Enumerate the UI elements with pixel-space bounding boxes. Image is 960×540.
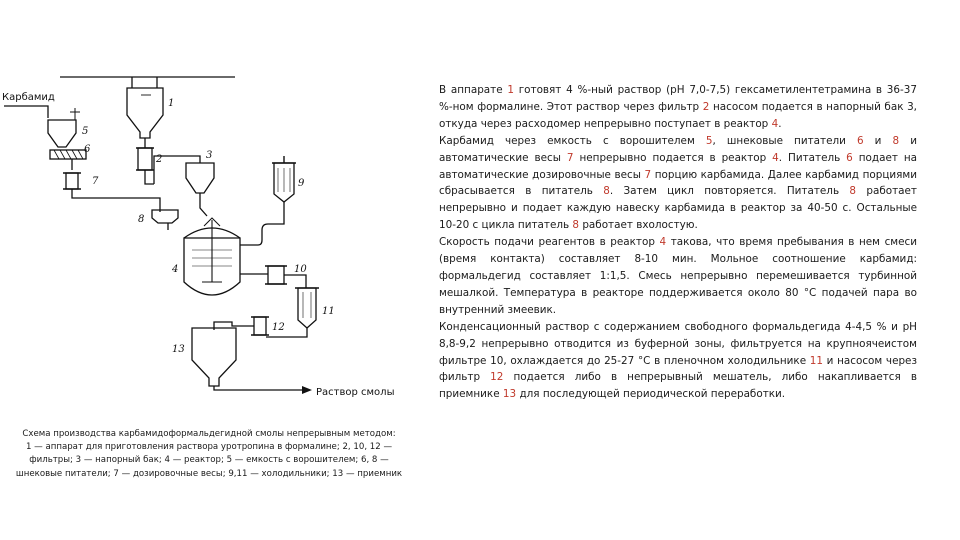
text-run: Конденсационный раствор с содержанием свободного формальдегида 4-4,5 % и рН 8,8-9,2 непрерывно отводится из буферной зоны, фильтруется на крупноячеистом фильтре 10, охлаждается до 25-27 °С в пленочном холодильнике [439, 320, 917, 367]
text-run: порцию карбамида. Далее карбамид порциями сбрасывается в питатель [439, 168, 917, 198]
reference-number: 2 [702, 100, 710, 113]
reactor-agitator [202, 220, 222, 282]
line-reactor-to-9 [240, 202, 284, 245]
paragraph [439, 234, 917, 319]
text-run: для последующей периодической переработки. [516, 388, 786, 401]
text-run: работает вхолостую. [579, 219, 698, 232]
filter-12 [254, 317, 266, 335]
paragraph [439, 82, 917, 133]
pressure-tank-3 [186, 163, 214, 193]
unit-number-5: 5 [82, 126, 89, 137]
text-run: . Питатель [778, 151, 847, 164]
text-run: В аппарате [439, 84, 508, 96]
reference-number: 8 [603, 185, 610, 198]
paragraph [439, 133, 917, 234]
unit-number-3: 3 [206, 150, 213, 161]
scales-7 [66, 173, 78, 189]
reference-number: 8 [892, 134, 900, 147]
unit-number-8: 8 [138, 214, 145, 225]
unit-number-4: 4 [172, 264, 179, 275]
text-run: работает непрерывно и подает каждую навеску карбамида в реактор за 40-50 с. Остальные 10-20 с цикла питатель [439, 185, 917, 232]
reference-number: 1 [507, 84, 514, 96]
apparatus-1 [127, 88, 163, 138]
line-7-to-8 [72, 189, 160, 212]
unit-number-1: 1 [168, 98, 175, 109]
text-run: насосом подается в напорный бак 3, откуда через расходомер непрерывно поступает в реактор [439, 100, 917, 130]
process-description [439, 82, 917, 403]
line-10-to-11 [284, 275, 306, 288]
reference-number: 6 [846, 151, 853, 164]
reference-number: 11 [809, 354, 823, 367]
text-run: . Затем цикл повторяется. Питатель [609, 185, 850, 198]
carbamide-input-line [4, 106, 48, 118]
text-run: подает на автоматические дозировочные весы [439, 151, 917, 181]
reference-number: 6 [856, 134, 864, 147]
filter-10 [268, 266, 284, 284]
reference-number: 8 [849, 185, 857, 198]
reference-number: 13 [502, 388, 517, 401]
reference-number: 7 [566, 151, 574, 164]
text-run: Скорость подачи реагентов в реактор [439, 236, 660, 249]
line-3-down [200, 193, 207, 216]
output-line [214, 386, 302, 390]
text-run: . [778, 117, 782, 130]
vessel-5 [48, 120, 76, 147]
reference-number: 4 [772, 151, 779, 164]
input-label: Карбамид [2, 92, 55, 103]
reference-number: 12 [490, 371, 504, 384]
text-run: , шнековые питатели [712, 134, 857, 147]
text-run: непрерывно подается в реактор [573, 151, 773, 164]
reference-number: 4 [659, 236, 667, 249]
text-run: такова, что время пребывания в нем смеси (время контакта) составляет 8-10 мин. Мольное соотношение карбамид: формальдегид составляет 1:1,5. Смесь непрерывно перемешивается турбинной мешалкой. Температура в реакторе поддерживается около 80 °С подачей пара во внутренний змеевик. [439, 236, 917, 316]
text-run: и автоматические весы [439, 134, 918, 164]
text-run: готовят 4 %-ный раствор (рН 7,0-7,5) гексаметилентетрамина в 36-37 %-ном формалине. Этот раствор через фильтр [439, 84, 917, 113]
screw-feeder-8 [152, 210, 178, 223]
output-arrow-icon [302, 386, 312, 394]
text-run: и насосом через фильтр [439, 354, 917, 384]
cooler-11 [298, 288, 316, 328]
unit-number-13: 13 [172, 344, 185, 355]
unit-number-9: 9 [298, 178, 305, 189]
reference-number: 5 [705, 134, 713, 147]
caption-title: Схема производства карбамидоформальдегидной смолы непрерывным методом: [22, 429, 396, 439]
unit-number-11: 11 [322, 306, 335, 317]
paragraph [439, 319, 917, 404]
unit-number-12: 12 [272, 322, 285, 333]
unit-number-2: 2 [156, 154, 163, 165]
reference-number: 4 [771, 117, 779, 130]
output-label: Раствор смолы [316, 387, 395, 398]
line-12-to-13 [214, 322, 254, 330]
figure-caption [14, 428, 404, 481]
reference-number: 8 [572, 219, 580, 232]
text-run: и [863, 134, 893, 147]
text-run: подается либо в непрерывный мешатель, либо накапливается в приемнике [439, 371, 917, 401]
unit-number-7: 7 [92, 176, 99, 187]
filter-2 [138, 148, 152, 170]
text-run: Карбамид через емкость с ворошителем [439, 134, 706, 147]
reference-number: 7 [644, 168, 652, 181]
process-flow-diagram [0, 60, 420, 410]
unit-number-6: 6 [84, 144, 91, 155]
caption-legend: 1 — аппарат для приготовления раствора уротропина в формалине; 2, 10, 12 — фильтры; 3 — напорный бак; 4 — реактор; 5 — емкость с ворошителем; 6, 8 — шнековые питатели; 7 — дозировочные весы; 9,11 — холодильники; 13 — приемник [15, 442, 403, 479]
line-2-down [145, 170, 154, 184]
receiver-13 [192, 328, 236, 386]
unit-number-10: 10 [294, 264, 307, 275]
